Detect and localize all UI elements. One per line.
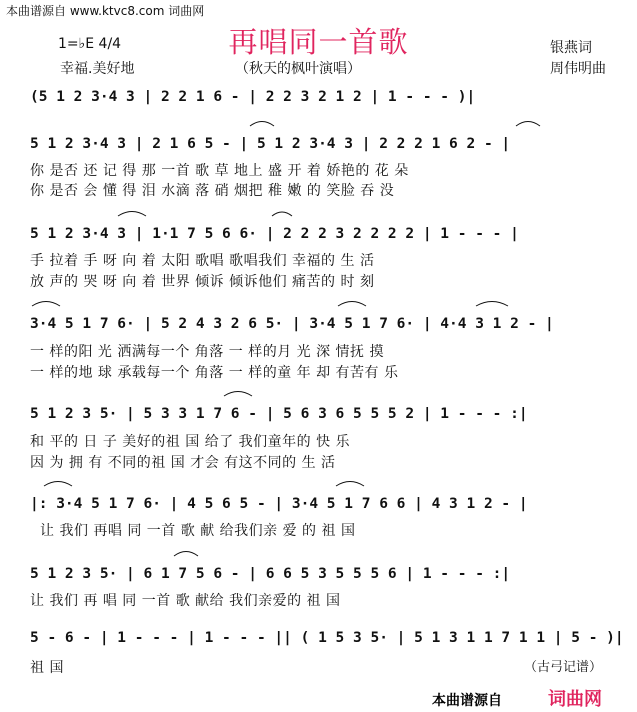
slur-mark [44, 482, 72, 487]
footer-source-label: 本曲谱源自 [432, 693, 502, 709]
notation-line-7: 5 1 2 3 5· | 6 1 7 5 6 - | 6 6 5 3 5 5 5 6 | 1 - - - :| [30, 566, 511, 582]
slur-mark [516, 122, 540, 127]
performer-note: （秋天的枫叶演唱） [235, 61, 361, 77]
lyric-line-5a: 和 平的 日 子 美好的祖 国 给了 我们童年的 快 乐 [30, 434, 351, 450]
site-header-line: 本曲谱源自 www.ktvc8.com 词曲网 [6, 4, 205, 18]
notation-line-5: 5 1 2 3 5· | 5 3 3 1 7 6 - | 5 6 3 6 5 5 5 2 | 1 - - - :| [30, 406, 528, 422]
lyric-line-5b: 因 为 拥 有 不同的祖 国 才会 有这不同的 生 活 [30, 455, 336, 471]
slur-mark [250, 122, 274, 127]
lyric-line-4a: 一 样的阳 光 洒满每一个 角落 一 样的月 光 深 情抚 摸 [30, 344, 385, 360]
slur-mark [338, 302, 366, 307]
lyric-line-6: 让 我们 再唱 同 一首 歌 献 给我们亲 爱 的 祖 国 [40, 523, 356, 539]
tempo-expression: 幸福.美好地 [60, 61, 135, 77]
lyricist-credit: 银燕词 [550, 40, 592, 56]
slur-mark [272, 212, 292, 216]
notation-line-2: 5 1 2 3·4 3 | 2 1 6 5 - | 5 1 2 3·4 3 | 2 2 2 1 6 2 - | [30, 136, 511, 152]
lyric-line-4b: 一 样的地 球 承载每一个 角落 一 样的童 年 却 有苦有 乐 [30, 365, 399, 381]
notation-line-1: (5 1 2 3·4 3 | 2 2 1 6 - | 2 2 3 2 1 2 | 1 - - - )| [30, 89, 476, 105]
key-signature: 1=♭E 4/4 [58, 36, 122, 52]
footer-brand-logo[interactable]: 词曲网 [548, 689, 602, 710]
lyric-line-8: 祖 国 [30, 660, 64, 676]
lyric-line-2a: 你 是否 还 记 得 那 一首 歌 草 地上 盛 开 着 娇艳的 花 朵 [30, 163, 409, 179]
transcriber-credit: （古弓记谱） [524, 660, 603, 675]
slur-mark [174, 552, 198, 557]
notation-line-4: 3·4 5 1 7 6· | 5 2 4 3 2 6 5· | 3·4 5 1 7 6· | 4·4 3 1 2 - | [30, 316, 554, 332]
notation-line-3: 5 1 2 3·4 3 | 1·1 7 5 6 6· | 2 2 2 3 2 2 2 2 | 1 - - - | [30, 226, 519, 242]
lyric-line-3b: 放 声的 哭 呀 向 着 世界 倾诉 倾诉他们 痛苦的 时 刻 [30, 274, 375, 290]
slur-mark [224, 392, 252, 397]
slur-mark [118, 212, 146, 217]
slur-mark [476, 302, 508, 307]
notation-line-8: 5 - 6 - | 1 - - - | 1 - - - || ( 1 5 3 5· | 5 1 3 1 1 7 1 1 | 5 - )| [30, 630, 624, 646]
lyric-line-7: 让 我们 再 唱 同 一首 歌 献给 我们亲爱的 祖 国 [30, 593, 341, 609]
notation-line-6: |: 3·4 5 1 7 6· | 4 5 6 5 - | 3·4 5 1 7 6 6 | 4 3 1 2 - | [30, 496, 528, 512]
lyric-line-2b: 你 是否 会 懂 得 泪 水滴 落 硝 烟把 稚 嫩 的 笑脸 吞 没 [30, 183, 395, 199]
lyric-line-3a: 手 拉着 手 呀 向 着 太阳 歌唱 歌唱我们 幸福的 生 活 [30, 253, 375, 269]
slur-mark [336, 482, 364, 487]
composer-credit: 周伟明曲 [550, 61, 606, 77]
slur-mark [32, 302, 60, 307]
song-title: 再唱同一首歌 [228, 25, 409, 59]
